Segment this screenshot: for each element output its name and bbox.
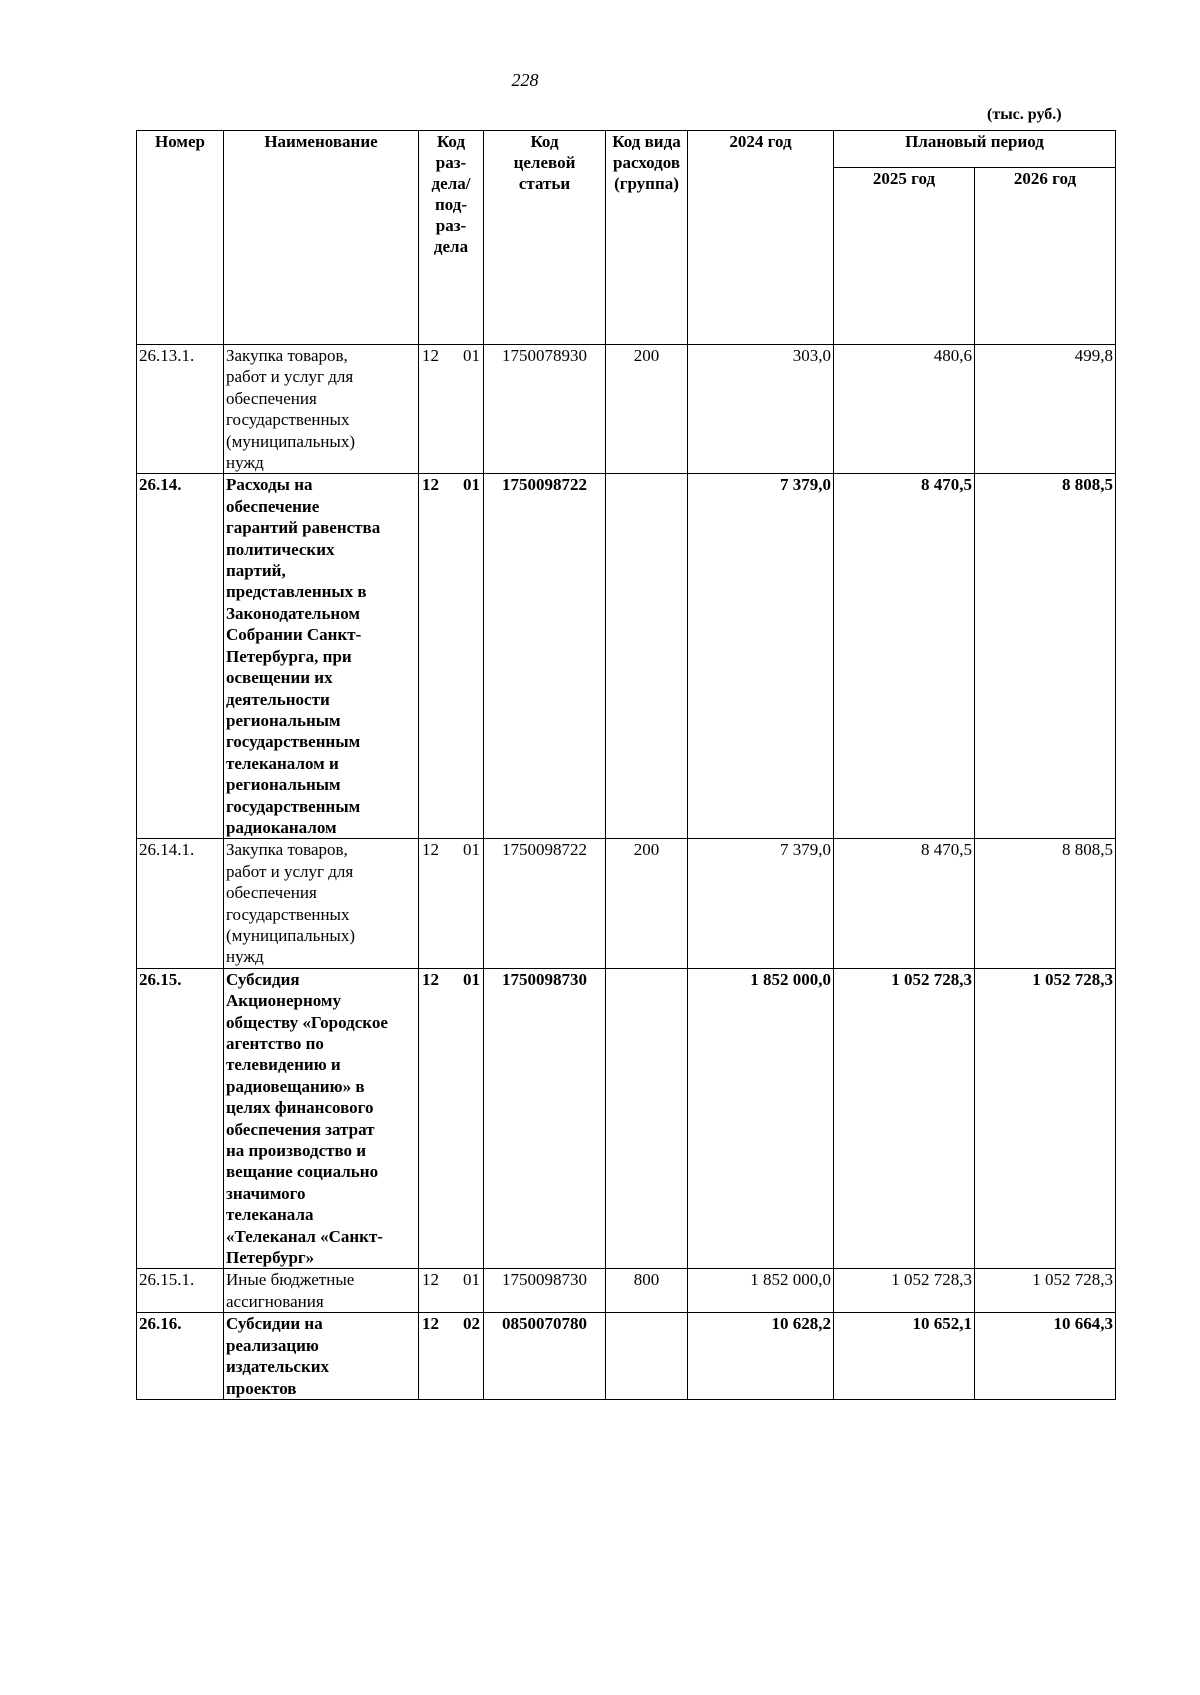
row-value-2026: 8 808,5 <box>975 839 1116 968</box>
row-value-2024: 7 379,0 <box>688 839 834 968</box>
row-name-line: реализацию <box>226 1335 319 1355</box>
row-name <box>224 839 419 968</box>
row-value-2025: 10 652,1 <box>834 1313 975 1400</box>
row-subsection: 02 <box>463 1314 480 1334</box>
row-section-code <box>419 345 484 474</box>
row-value-2026: 1 052 728,3 <box>975 968 1116 1269</box>
row-name-line: нужд <box>226 947 264 967</box>
row-subsection: 01 <box>463 969 480 989</box>
row-name-line: радиовещанию» в <box>226 1076 365 1096</box>
table-row <box>137 474 1116 839</box>
row-name-line: гарантий равенства <box>226 518 381 538</box>
row-value-2026: 1 052 728,3 <box>975 1269 1116 1313</box>
row-name-line: Субсидии на <box>226 1314 323 1334</box>
row-name-line: государственных <box>226 904 350 924</box>
table-row <box>137 839 1116 968</box>
row-number: 26.15. <box>137 968 224 1269</box>
row-name-line: телеканалом и <box>226 753 339 773</box>
row-name-line: обществу «Городское <box>226 1012 388 1032</box>
row-value-2026: 499,8 <box>975 345 1116 474</box>
row-name <box>224 968 419 1269</box>
row-name-line: представленных в <box>226 582 367 602</box>
row-name-line: издательских <box>226 1357 330 1377</box>
row-expense-group <box>606 1313 688 1400</box>
row-number: 26.13.1. <box>137 345 224 474</box>
row-section-code <box>419 839 484 968</box>
row-subsection: 01 <box>463 475 480 495</box>
row-section-code <box>419 1269 484 1313</box>
row-name-line: Иные бюджетные <box>226 1270 355 1290</box>
header-planned-period: Плановый период <box>834 131 1116 168</box>
row-name-line: Собрании Санкт- <box>226 625 362 645</box>
row-target-code: 1750098730 <box>484 1269 606 1313</box>
row-expense-group: 200 <box>606 345 688 474</box>
row-section: 12 <box>422 475 439 495</box>
row-name <box>224 1269 419 1313</box>
row-expense-group <box>606 968 688 1269</box>
row-section-code <box>419 1313 484 1400</box>
row-name-line: агентство по <box>226 1034 324 1053</box>
row-name <box>224 345 419 474</box>
table-body <box>137 345 1116 1400</box>
row-name-line: региональным <box>226 710 341 730</box>
row-value-2025: 8 470,5 <box>834 474 975 839</box>
row-expense-group: 800 <box>606 1269 688 1313</box>
row-expense-group: 200 <box>606 839 688 968</box>
row-name-line: Акционерному <box>226 991 342 1011</box>
row-number: 26.15.1. <box>137 1269 224 1313</box>
row-number: 26.16. <box>137 1313 224 1400</box>
row-name-line: обеспечения <box>226 388 317 408</box>
row-name-line: значимого <box>226 1183 306 1203</box>
row-value-2025: 480,6 <box>834 345 975 474</box>
table-row <box>137 1269 1116 1313</box>
row-section: 12 <box>422 1314 439 1334</box>
row-name-line: деятельности <box>226 689 330 709</box>
row-name-line: государственным <box>226 796 361 816</box>
row-number: 26.14. <box>137 474 224 839</box>
row-name <box>224 474 419 839</box>
row-name-line: на производство и <box>226 1141 367 1161</box>
row-name-line: обеспечения затрат <box>226 1119 375 1139</box>
row-value-2025: 1 052 728,3 <box>834 1269 975 1313</box>
header-year-2024: 2024 год <box>688 131 834 345</box>
row-section-code <box>419 474 484 839</box>
row-target-code: 1750098722 <box>484 474 606 839</box>
row-target-code: 0850070780 <box>484 1313 606 1400</box>
row-name-line: Расходы на <box>226 475 313 495</box>
row-name-line: «Телеканал «Санкт- <box>226 1226 383 1246</box>
header-target-code: Код целевой статьи <box>484 131 606 345</box>
header-year-2026: 2026 год <box>975 168 1116 345</box>
row-subsection: 01 <box>463 840 480 860</box>
row-name-line: государственных <box>226 410 350 430</box>
table-header <box>137 131 1116 345</box>
row-name-line: (муниципальных) <box>226 431 356 451</box>
row-name-line: телеканала <box>226 1205 314 1225</box>
row-name-line: работ и услуг для <box>226 861 354 881</box>
row-name-line: (муниципальных) <box>226 925 356 945</box>
row-name-line: Законодательном <box>226 603 360 623</box>
row-subsection: 01 <box>463 1270 480 1290</box>
row-value-2024: 1 852 000,0 <box>688 1269 834 1313</box>
row-value-2026: 8 808,5 <box>975 474 1116 839</box>
table-row <box>137 1313 1116 1400</box>
row-value-2024: 7 379,0 <box>688 474 834 839</box>
row-section-code <box>419 968 484 1269</box>
header-number: Номер <box>137 131 224 345</box>
units-label: (тыс. руб.) <box>987 106 1062 123</box>
header-year-2025: 2025 год <box>834 168 975 345</box>
row-section: 12 <box>422 969 439 989</box>
header-section-code: Код раз- дела/ под- раз- дела <box>419 131 484 345</box>
row-name-line: освещении их <box>226 668 333 688</box>
row-name-line: обеспечения <box>226 883 317 903</box>
table-row <box>137 345 1116 474</box>
row-value-2025: 1 052 728,3 <box>834 968 975 1269</box>
row-name-line: вещание социально <box>226 1162 379 1182</box>
row-section: 12 <box>422 1270 439 1290</box>
row-value-2026: 10 664,3 <box>975 1313 1116 1400</box>
row-name-line: радиоканалом <box>226 817 337 837</box>
row-name-line: Субсидия <box>226 969 300 989</box>
row-value-2025: 8 470,5 <box>834 839 975 968</box>
row-name <box>224 1313 419 1400</box>
row-name-line: ассигнования <box>226 1291 324 1311</box>
row-target-code: 1750098730 <box>484 968 606 1269</box>
row-name-line: Петербурга, при <box>226 646 352 666</box>
row-name-line: региональным <box>226 775 341 795</box>
row-name-line: обеспечение <box>226 496 320 516</box>
row-name-line: Закупка товаров, <box>226 840 348 860</box>
page-number: 228 <box>511 70 539 90</box>
row-value-2024: 10 628,2 <box>688 1313 834 1400</box>
row-number: 26.14.1. <box>137 839 224 968</box>
row-name-line: Закупка товаров, <box>226 346 348 365</box>
row-target-code: 1750098722 <box>484 839 606 968</box>
header-expense-type: Код вида расходов (группа) <box>606 131 688 345</box>
row-subsection: 01 <box>463 346 480 365</box>
row-name-line: партий, <box>226 561 286 581</box>
row-name-line: нужд <box>226 453 264 473</box>
row-expense-group <box>606 474 688 839</box>
header-name: Наименование <box>224 131 419 345</box>
row-value-2024: 303,0 <box>688 345 834 474</box>
budget-table <box>136 130 1116 1400</box>
row-name-line: телевидению и <box>226 1055 341 1075</box>
row-value-2024: 1 852 000,0 <box>688 968 834 1269</box>
row-name-line: политических <box>226 539 335 559</box>
row-name-line: целях финансового <box>226 1098 374 1118</box>
table-row <box>137 968 1116 1269</box>
row-section: 12 <box>422 346 439 365</box>
row-name-line: государственным <box>226 732 361 752</box>
row-name-line: работ и услуг для <box>226 367 354 387</box>
row-section: 12 <box>422 840 439 860</box>
row-name-line: проектов <box>226 1378 297 1398</box>
row-target-code: 1750078930 <box>484 345 606 474</box>
row-name-line: Петербург» <box>226 1248 315 1268</box>
